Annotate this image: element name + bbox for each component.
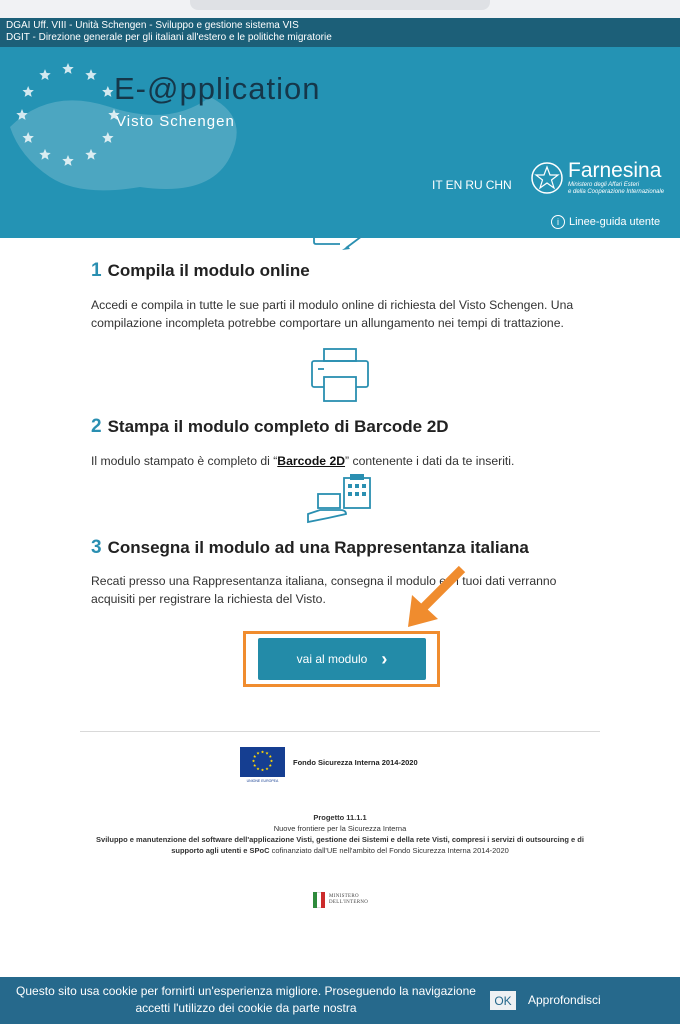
farnesina-logo[interactable] <box>530 160 678 196</box>
eu-star-icon <box>22 132 33 143</box>
cookie-ok-button[interactable]: OK <box>490 991 516 1010</box>
lang-it[interactable]: IT <box>432 178 443 192</box>
eu-flag-star-icon <box>261 750 264 753</box>
step-2-number: 2 <box>91 416 102 437</box>
eu-flag-star-icon <box>253 755 256 758</box>
lang-chn[interactable]: CHN <box>485 178 512 192</box>
footer-divider <box>80 731 600 732</box>
eu-star-icon <box>22 86 33 97</box>
app-title: E-@pplication <box>114 71 321 106</box>
eu-flag-star-icon <box>269 755 272 758</box>
step-3-number: 3 <box>91 537 102 558</box>
step-1-number: 1 <box>91 260 102 281</box>
eu-star-icon <box>85 69 96 80</box>
eu-stars-circle-icon <box>8 55 128 175</box>
step-2-text-before: Il modulo stampato è completo di “ <box>91 454 278 468</box>
fund-logo-row <box>240 747 418 783</box>
eu-flag-star-icon <box>253 764 256 767</box>
user-guide-link[interactable] <box>551 215 660 229</box>
go-to-form-button[interactable] <box>258 638 426 680</box>
step-3-title-text: Consegna il modulo ad una Rappresentanza italiana <box>107 538 529 557</box>
ministry-bar <box>0 18 680 47</box>
fund-caption: Fondo Sicurezza Interna 2014-2020 <box>293 757 418 767</box>
project-info <box>0 812 680 856</box>
eu-flag-star-icon <box>270 759 273 762</box>
eu-star-icon <box>39 149 50 160</box>
eu-flag-star-icon <box>269 764 272 767</box>
step-3-text: Recati presso una Rappresentanza italiana, consegna il modulo ed i tuoi dati verranno acquisiti per registrare la richiesta del Visto. <box>91 574 557 606</box>
lang-ru[interactable]: RU <box>465 178 483 192</box>
eu-star-icon <box>102 86 113 97</box>
step-3-title <box>91 537 529 559</box>
project-description <box>80 834 600 856</box>
site-header <box>0 47 680 238</box>
go-to-form-label: vai al modulo <box>296 652 368 666</box>
eu-flag-caption: UNIONE EUROPEA <box>246 779 279 783</box>
cta-highlight-box <box>243 631 440 687</box>
step-2-text <box>91 452 591 470</box>
project-title: Progetto 11.1.1 <box>313 813 367 822</box>
eu-star-icon <box>85 149 96 160</box>
eu-flag-icon <box>240 747 285 783</box>
step-2-text-after: ” contenente i dati da te inseriti. <box>345 454 515 468</box>
browser-top-strip <box>0 0 680 18</box>
eu-star-icon <box>16 109 27 120</box>
step-2-title-text: Stampa il modulo completo di Barcode 2D <box>107 417 449 436</box>
step-1-title-text: Compila il modulo online <box>107 261 310 280</box>
app-subtitle: Visto Schengen <box>116 113 235 130</box>
chevron-right-icon: › <box>381 648 388 669</box>
barcode-2d-link[interactable]: Barcode 2D <box>277 454 346 468</box>
eu-star-icon <box>39 69 50 80</box>
user-guide-label: Linee-guida utente <box>569 216 661 228</box>
project-subtitle: Nuove frontiere per la Sicurezza Interna <box>273 824 407 833</box>
cookie-more-link[interactable]: Approfondisci <box>528 993 601 1007</box>
lang-en[interactable]: EN <box>445 178 463 192</box>
ministero-interno-logo <box>313 892 368 908</box>
cookie-banner <box>0 977 680 1024</box>
farnesina-subtitle-2: e della Cooperazione Internazionale <box>568 189 665 195</box>
language-selector <box>432 178 512 192</box>
eu-star-icon <box>102 132 113 143</box>
republic-emblem-icon <box>530 161 564 195</box>
eu-flag-star-icon <box>252 759 255 762</box>
farnesina-name: Farnesina <box>568 159 662 182</box>
step-1-title <box>91 260 310 282</box>
ministry-line-2: DGIT - Direzione generale per gli italiani all'estero e le politiche migratorie <box>6 32 332 43</box>
ministero-line-2: DELL'INTERNO <box>329 900 369 905</box>
ministero-line-1: MINISTERO <box>329 894 359 899</box>
eu-flag-star-icon <box>265 752 268 755</box>
hand-building-icon <box>306 474 374 526</box>
url-pill <box>190 0 490 10</box>
ministry-line-1: DGAI Uff. VIII - Unità Schengen - Sviluppo e gestione sistema VIS <box>6 20 299 31</box>
cookie-message: Questo sito usa cookie per fornirti un'esperienza migliore. Proseguendo la navigazione accetti l'utilizzo dei cookie da parte nostra <box>16 984 476 1015</box>
pencil-form-icon <box>312 236 364 252</box>
step-2-title <box>91 416 449 438</box>
info-icon: i <box>551 215 565 229</box>
eu-star-icon <box>62 63 73 74</box>
project-description-bold: Sviluppo e manutenzione del software dell'applicazione Visti, gestione dei Sistemi e della rete Visti, compresi i servizi di outsourcing e di supporto agli utenti e SPoC <box>96 835 584 855</box>
project-description-rest: cofinanziato dall'UE nell'ambito del Fondo Sicurezza Interna 2014-2020 <box>269 846 509 855</box>
eu-flag-star-icon <box>256 767 259 770</box>
eu-flag-star-icon <box>261 768 264 771</box>
annotation-arrow-icon <box>400 565 470 631</box>
printer-icon <box>310 347 370 403</box>
step-1-text: Accedi e compila in tutte le sue parti il modulo online di richiesta del Visto Schengen. Una compilazione incompleta potrebbe comportare un allungamento nei tempi di trattazione. <box>91 298 574 330</box>
eu-flag-star-icon <box>256 752 259 755</box>
farnesina-subtitle-1: Ministero degli Affari Esteri <box>568 182 640 188</box>
eu-flag-star-icon <box>265 767 268 770</box>
eu-star-icon <box>62 155 73 166</box>
italian-flag-icon <box>313 892 325 908</box>
